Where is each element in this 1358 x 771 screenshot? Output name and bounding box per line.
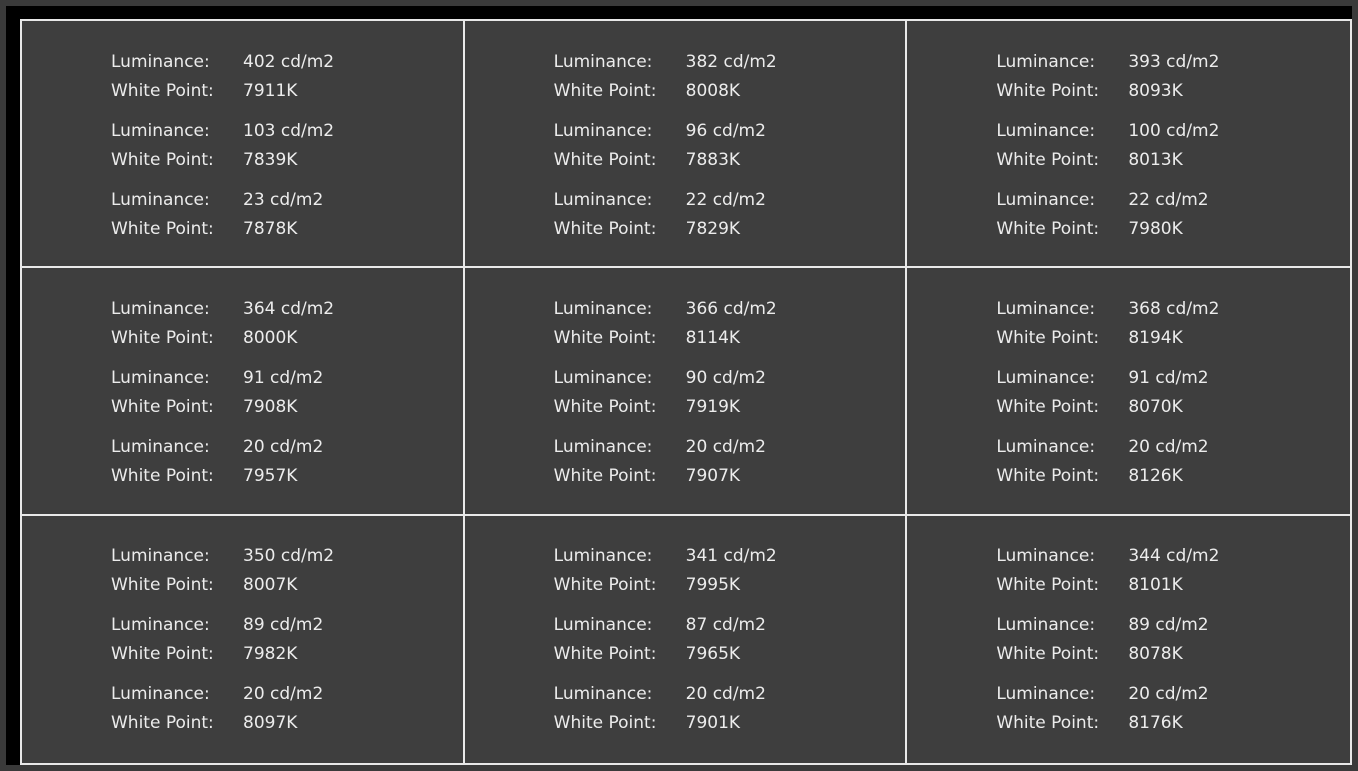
- luminance-value: 382 cd/m2: [685, 51, 777, 72]
- reading-block: [996, 680, 1350, 738]
- luminance-row: [111, 47, 463, 76]
- white-point-value: 8101K: [1128, 575, 1183, 596]
- white-point-label: White Point:: [553, 713, 657, 734]
- white-point-row: [111, 214, 463, 243]
- luminance-row: [554, 542, 906, 571]
- white-point-row: [111, 76, 463, 105]
- white-point-value: 7965K: [685, 644, 741, 665]
- luminance-row: [996, 680, 1350, 709]
- white-point-value: 7957K: [243, 465, 298, 486]
- white-point-row: [554, 76, 906, 105]
- luminance-label: Luminance:: [111, 189, 210, 210]
- white-point-label: White Point:: [111, 327, 214, 348]
- white-point-value: 8114K: [685, 327, 741, 348]
- white-point-value: 8000K: [243, 327, 298, 348]
- white-point-value: 7878K: [243, 218, 298, 239]
- white-point-row: [111, 571, 463, 600]
- white-point-label: White Point:: [111, 713, 214, 734]
- luminance-label: Luminance:: [111, 298, 210, 319]
- white-point-row: [996, 76, 1350, 105]
- white-point-value: 7919K: [685, 396, 741, 417]
- luminance-value: 350 cd/m2: [243, 546, 335, 567]
- white-point-value: 7901K: [685, 713, 741, 734]
- reading-block: [111, 363, 463, 421]
- white-point-label: White Point:: [996, 218, 1100, 239]
- luminance-label: Luminance:: [996, 615, 1096, 636]
- white-point-row: [996, 323, 1350, 352]
- luminance-row: [996, 611, 1350, 640]
- grid-cell: [465, 21, 908, 268]
- white-point-label: White Point:: [996, 396, 1100, 417]
- white-point-label: White Point:: [553, 575, 657, 596]
- luminance-label: Luminance:: [111, 120, 210, 141]
- luminance-value: 344 cd/m2: [1128, 546, 1220, 567]
- white-point-label: White Point:: [996, 644, 1100, 665]
- reading-block: [111, 116, 463, 174]
- luminance-label: Luminance:: [996, 51, 1096, 72]
- white-point-row: [111, 709, 463, 738]
- luminance-row: [554, 116, 906, 145]
- luminance-label: Luminance:: [111, 51, 210, 72]
- reading-block: [554, 611, 906, 669]
- white-point-value: 7839K: [243, 149, 298, 170]
- white-point-value: 8097K: [243, 713, 298, 734]
- luminance-value: 23 cd/m2: [243, 189, 324, 210]
- luminance-label: Luminance:: [553, 367, 653, 388]
- reading-block: [996, 294, 1350, 352]
- white-point-row: [554, 640, 906, 669]
- luminance-row: [554, 611, 906, 640]
- luminance-value: 20 cd/m2: [1128, 684, 1209, 705]
- white-point-label: White Point:: [111, 149, 214, 170]
- reading-block: [111, 680, 463, 738]
- luminance-value: 364 cd/m2: [243, 298, 335, 319]
- white-point-label: White Point:: [111, 80, 214, 101]
- luminance-label: Luminance:: [553, 546, 653, 567]
- reading-block: [996, 432, 1350, 490]
- luminance-value: 20 cd/m2: [685, 436, 766, 457]
- luminance-value: 89 cd/m2: [1128, 615, 1209, 636]
- grid-cell: [907, 268, 1350, 515]
- white-point-row: [554, 709, 906, 738]
- white-point-row: [111, 323, 463, 352]
- white-point-value: 7883K: [685, 149, 741, 170]
- luminance-row: [996, 542, 1350, 571]
- reading-block: [996, 611, 1350, 669]
- luminance-row: [554, 47, 906, 76]
- luminance-label: Luminance:: [553, 436, 653, 457]
- luminance-label: Luminance:: [111, 367, 210, 388]
- luminance-label: Luminance:: [111, 615, 210, 636]
- white-point-value: 7829K: [685, 218, 741, 239]
- luminance-row: [111, 432, 463, 461]
- luminance-row: [111, 542, 463, 571]
- white-point-row: [554, 323, 906, 352]
- white-point-label: White Point:: [553, 465, 657, 486]
- reading-block: [111, 185, 463, 243]
- white-point-row: [554, 461, 906, 490]
- luminance-label: Luminance:: [996, 436, 1096, 457]
- luminance-label: Luminance:: [111, 436, 210, 457]
- white-point-row: [996, 709, 1350, 738]
- white-point-label: White Point:: [996, 149, 1100, 170]
- grid-cell: [465, 516, 908, 763]
- white-point-row: [111, 461, 463, 490]
- luminance-label: Luminance:: [553, 684, 653, 705]
- luminance-row: [554, 363, 906, 392]
- luminance-row: [111, 294, 463, 323]
- grid-cell: [907, 516, 1350, 763]
- luminance-value: 366 cd/m2: [685, 298, 777, 319]
- white-point-value: 7982K: [243, 644, 298, 665]
- white-point-label: White Point:: [553, 327, 657, 348]
- reading-block: [996, 47, 1350, 105]
- luminance-row: [554, 680, 906, 709]
- luminance-row: [996, 432, 1350, 461]
- luminance-value: 368 cd/m2: [1128, 298, 1220, 319]
- white-point-value: 8126K: [1128, 465, 1183, 486]
- white-point-label: White Point:: [553, 149, 657, 170]
- luminance-value: 100 cd/m2: [1128, 120, 1220, 141]
- reading-block: [554, 542, 906, 600]
- reading-block: [111, 432, 463, 490]
- white-point-value: 8008K: [685, 80, 741, 101]
- luminance-row: [996, 294, 1350, 323]
- white-point-label: White Point:: [996, 80, 1100, 101]
- luminance-value: 91 cd/m2: [243, 367, 324, 388]
- white-point-label: White Point:: [553, 396, 657, 417]
- white-point-value: 7911K: [243, 80, 298, 101]
- luminance-value: 96 cd/m2: [685, 120, 766, 141]
- luminance-label: Luminance:: [111, 684, 210, 705]
- white-point-label: White Point:: [996, 575, 1100, 596]
- white-point-row: [554, 145, 906, 174]
- white-point-row: [111, 392, 463, 421]
- reading-block: [554, 294, 906, 352]
- white-point-row: [996, 214, 1350, 243]
- white-point-row: [996, 571, 1350, 600]
- luminance-label: Luminance:: [996, 120, 1096, 141]
- luminance-value: 20 cd/m2: [685, 684, 766, 705]
- luminance-row: [554, 185, 906, 214]
- white-point-value: 8007K: [243, 575, 298, 596]
- luminance-label: Luminance:: [996, 546, 1096, 567]
- white-point-value: 8078K: [1128, 644, 1183, 665]
- reading-block: [554, 116, 906, 174]
- white-point-label: White Point:: [996, 465, 1100, 486]
- grid-cell: [907, 21, 1350, 268]
- white-point-label: White Point:: [111, 218, 214, 239]
- white-point-label: White Point:: [553, 218, 657, 239]
- reading-block: [996, 542, 1350, 600]
- luminance-value: 22 cd/m2: [685, 189, 766, 210]
- luminance-value: 20 cd/m2: [243, 436, 324, 457]
- luminance-row: [111, 680, 463, 709]
- white-point-value: 7980K: [1128, 218, 1183, 239]
- uniformity-grid: [20, 19, 1352, 765]
- white-point-value: 8013K: [1128, 149, 1183, 170]
- luminance-label: Luminance:: [996, 298, 1096, 319]
- luminance-label: Luminance:: [996, 684, 1096, 705]
- luminance-value: 20 cd/m2: [243, 684, 324, 705]
- grid-cell: [465, 268, 908, 515]
- luminance-value: 87 cd/m2: [685, 615, 766, 636]
- luminance-label: Luminance:: [553, 51, 653, 72]
- grid-cell: [22, 516, 465, 763]
- reading-block: [996, 185, 1350, 243]
- white-point-value: 8093K: [1128, 80, 1183, 101]
- luminance-value: 22 cd/m2: [1128, 189, 1209, 210]
- luminance-value: 103 cd/m2: [243, 120, 335, 141]
- reading-block: [996, 116, 1350, 174]
- reading-block: [111, 542, 463, 600]
- luminance-row: [996, 185, 1350, 214]
- white-point-value: 8070K: [1128, 396, 1183, 417]
- luminance-label: Luminance:: [996, 367, 1096, 388]
- white-point-row: [996, 461, 1350, 490]
- white-point-row: [554, 214, 906, 243]
- white-point-row: [996, 145, 1350, 174]
- grid-cell: [22, 268, 465, 515]
- luminance-label: Luminance:: [553, 298, 653, 319]
- white-point-value: 7908K: [243, 396, 298, 417]
- luminance-row: [996, 116, 1350, 145]
- reading-block: [111, 294, 463, 352]
- reading-block: [554, 363, 906, 421]
- luminance-row: [111, 363, 463, 392]
- white-point-label: White Point:: [111, 575, 214, 596]
- white-point-value: 8194K: [1128, 327, 1183, 348]
- white-point-label: White Point:: [996, 327, 1100, 348]
- reading-block: [554, 47, 906, 105]
- luminance-value: 91 cd/m2: [1128, 367, 1209, 388]
- luminance-value: 20 cd/m2: [1128, 436, 1209, 457]
- white-point-row: [996, 640, 1350, 669]
- luminance-label: Luminance:: [111, 546, 210, 567]
- grid-cell: [22, 21, 465, 268]
- luminance-label: Luminance:: [996, 189, 1096, 210]
- white-point-label: White Point:: [111, 644, 214, 665]
- white-point-label: White Point:: [553, 644, 657, 665]
- luminance-label: Luminance:: [553, 615, 653, 636]
- luminance-value: 341 cd/m2: [685, 546, 777, 567]
- reading-block: [996, 363, 1350, 421]
- white-point-label: White Point:: [111, 465, 214, 486]
- white-point-row: [554, 392, 906, 421]
- luminance-label: Luminance:: [553, 120, 653, 141]
- white-point-label: White Point:: [111, 396, 214, 417]
- reading-block: [111, 47, 463, 105]
- luminance-value: 402 cd/m2: [243, 51, 335, 72]
- reading-block: [554, 432, 906, 490]
- luminance-value: 89 cd/m2: [243, 615, 324, 636]
- luminance-row: [996, 363, 1350, 392]
- reading-block: [554, 680, 906, 738]
- white-point-label: White Point:: [996, 713, 1100, 734]
- white-point-row: [996, 392, 1350, 421]
- white-point-value: 7995K: [685, 575, 741, 596]
- luminance-row: [996, 47, 1350, 76]
- reading-block: [554, 185, 906, 243]
- luminance-row: [111, 116, 463, 145]
- luminance-row: [111, 611, 463, 640]
- reading-block: [111, 611, 463, 669]
- white-point-row: [554, 571, 906, 600]
- luminance-value: 393 cd/m2: [1128, 51, 1220, 72]
- luminance-row: [554, 432, 906, 461]
- white-point-row: [111, 145, 463, 174]
- white-point-value: 8176K: [1128, 713, 1183, 734]
- white-point-row: [111, 640, 463, 669]
- white-point-value: 7907K: [685, 465, 741, 486]
- white-point-label: White Point:: [553, 80, 657, 101]
- luminance-value: 90 cd/m2: [685, 367, 766, 388]
- luminance-label: Luminance:: [553, 189, 653, 210]
- luminance-row: [554, 294, 906, 323]
- luminance-row: [111, 185, 463, 214]
